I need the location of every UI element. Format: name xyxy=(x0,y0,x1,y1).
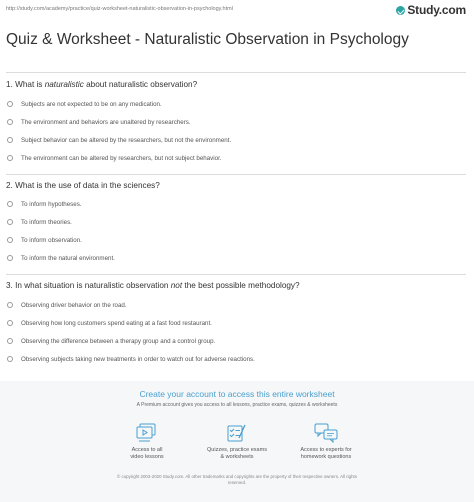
expert-chat-icon xyxy=(314,423,338,443)
feature-experts xyxy=(281,423,371,461)
feature-label-line1: Access to all xyxy=(131,447,163,453)
create-account-link[interactable]: Create your account to access this entire worksheet xyxy=(139,389,335,399)
question-3 xyxy=(6,281,466,368)
answer-option[interactable]: To inform theories. xyxy=(6,213,466,231)
top-bar xyxy=(0,0,474,20)
answer-option[interactable]: To inform the natural environment. xyxy=(6,249,466,267)
divider xyxy=(6,274,466,275)
radio-button[interactable] xyxy=(7,201,13,207)
feature-label-line2: & worksheets xyxy=(220,454,254,460)
cta-subtitle: A Premium account gives you access to all lessons, practice exams, quizzes & worksheets xyxy=(136,402,338,408)
radio-button[interactable] xyxy=(7,356,13,362)
question-text: 2. What is the use of data in the sciences? xyxy=(6,181,160,190)
page-title: Quiz & Worksheet - Naturalistic Observation in Psychology xyxy=(6,31,409,48)
answer-option[interactable]: The environment and behaviors are unaltered by researchers. xyxy=(6,113,466,131)
option-list xyxy=(6,195,466,267)
answer-option[interactable]: Observing the difference between a therapy group and a control group. xyxy=(6,332,466,350)
feature-label-line2: video lessons xyxy=(130,454,164,460)
question-text: 3. In what situation is naturalistic observation not the best possible methodology? xyxy=(6,281,300,290)
video-lesson-icon xyxy=(136,423,158,443)
answer-option[interactable]: Subjects are not expected to be on any medication. xyxy=(6,95,466,113)
feature-quizzes xyxy=(192,423,282,461)
question-2 xyxy=(6,181,466,267)
radio-button[interactable] xyxy=(7,119,13,125)
radio-button[interactable] xyxy=(7,219,13,225)
option-list xyxy=(6,95,466,167)
feature-label-line2: homework questions xyxy=(300,454,352,460)
question-text: 1. What is naturalistic about naturalistic observation? xyxy=(6,80,198,89)
logo-text: Study.com xyxy=(407,3,466,17)
copyright-notice: © copyright 2003-2020 Study.com. All other trademarks and copyrights are the property of their respective owners. All rights reserved. xyxy=(117,474,357,485)
feature-label-line1: Access to experts for xyxy=(300,447,352,453)
option-list xyxy=(6,296,466,368)
feature-video-lessons xyxy=(102,423,192,461)
answer-option[interactable]: To inform hypotheses. xyxy=(6,195,466,213)
answer-option[interactable]: Observing how long customers spend eating at a fast food restaurant. xyxy=(6,314,466,332)
study-logo[interactable] xyxy=(396,3,466,17)
divider xyxy=(6,174,466,175)
answer-option[interactable]: To inform observation. xyxy=(6,231,466,249)
radio-button[interactable] xyxy=(7,320,13,326)
radio-button[interactable] xyxy=(7,302,13,308)
answer-option[interactable]: Subject behavior can be altered by the researchers, but not the environment. xyxy=(6,131,466,149)
radio-button[interactable] xyxy=(7,237,13,243)
radio-button[interactable] xyxy=(7,155,13,161)
radio-button[interactable] xyxy=(7,338,13,344)
answer-option[interactable]: The environment can be altered by researchers, but not subject behavior. xyxy=(6,149,466,167)
answer-option[interactable]: Observing driver behavior on the road. xyxy=(6,296,466,314)
quiz-checklist-icon xyxy=(226,423,248,443)
divider xyxy=(6,72,466,73)
radio-button[interactable] xyxy=(7,255,13,261)
feature-label-line1: Quizzes, practice exams xyxy=(207,447,267,453)
page-url: http://study.com/academy/practice/quiz-worksheet-naturalistic-observation-in-psychology.html xyxy=(6,6,233,12)
radio-button[interactable] xyxy=(7,101,13,107)
answer-option[interactable]: Observing subjects taking new treatments in order to watch out for adverse reactions. xyxy=(6,350,466,368)
question-1 xyxy=(6,80,466,167)
radio-button[interactable] xyxy=(7,137,13,143)
check-circle-icon xyxy=(396,6,405,15)
